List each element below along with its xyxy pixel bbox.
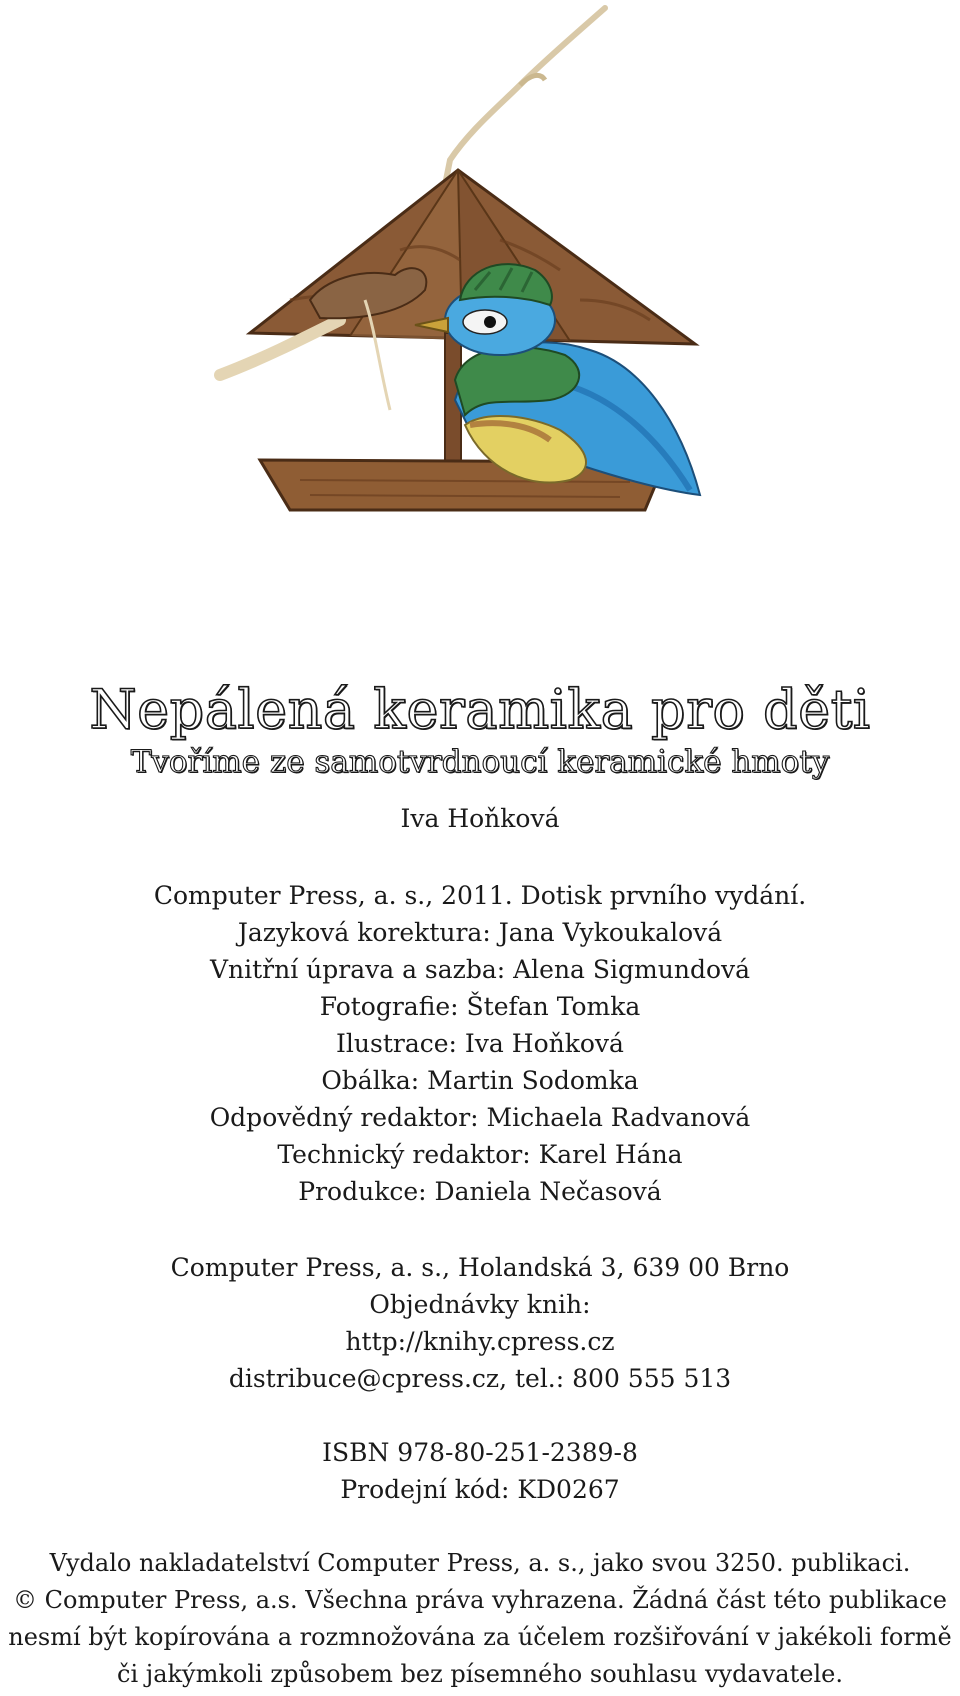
contact-block bbox=[0, 1249, 960, 1397]
credit-line: Jazyková korektura: Jana Vykoukalová bbox=[237, 918, 723, 947]
credit-line: Obálka: Martin Sodomka bbox=[321, 1066, 639, 1095]
title-block bbox=[0, 678, 960, 782]
legal-line: © Computer Press, a.s. Všechna práva vyhrazena. Žádná část této publikace bbox=[13, 1586, 947, 1614]
credit-line: Technický redaktor: Karel Hána bbox=[277, 1140, 683, 1169]
legal-line: či jakýmkoli způsobem bez písemného souhlasu vydavatele. bbox=[117, 1660, 843, 1688]
string-shape bbox=[445, 8, 605, 185]
string-knot bbox=[520, 75, 545, 85]
sales-code-line: Prodejní kód: KD0267 bbox=[340, 1475, 620, 1504]
codes-block bbox=[0, 1434, 960, 1508]
credit-line: Odpovědný redaktor: Michaela Radvanová bbox=[209, 1103, 751, 1132]
credit-line: Fotografie: Štefan Tomka bbox=[319, 992, 641, 1021]
credits-block bbox=[0, 877, 960, 1210]
book-subtitle: Tvoříme ze samotvrdnoucí keramické hmoty bbox=[130, 744, 830, 780]
orders-url: http://knihy.cpress.cz bbox=[345, 1327, 615, 1356]
credit-line: Vnitřní úprava a sazba: Alena Sigmundová bbox=[209, 955, 751, 984]
author-block bbox=[0, 800, 960, 837]
legal-block bbox=[0, 1545, 960, 1693]
orders-label: Objednávky knih: bbox=[369, 1290, 591, 1319]
isbn-line: ISBN 978-80-251-2389-8 bbox=[322, 1438, 638, 1467]
publisher-address: Computer Press, a. s., Holandská 3, 639 00 Brno bbox=[170, 1253, 790, 1282]
credit-line: Produkce: Daniela Nečasová bbox=[298, 1177, 662, 1206]
bird-feeder-illustration bbox=[200, 0, 720, 540]
book-title: Nepálená keramika pro děti bbox=[89, 678, 871, 741]
book-author: Iva Hoňková bbox=[400, 804, 560, 833]
legal-line: Vydalo nakladatelství Computer Press, a. s., jako svou 3250. publikaci. bbox=[49, 1549, 911, 1577]
credit-line: Ilustrace: Iva Hoňková bbox=[336, 1029, 624, 1058]
credit-line: Computer Press, a. s., 2011. Dotisk prvního vydání. bbox=[153, 881, 807, 910]
orders-contact: distribuce@cpress.cz, tel.: 800 555 513 bbox=[228, 1364, 732, 1393]
legal-line: nesmí být kopírována a rozmnožována za účelem rozšiřování v jakékoli formě bbox=[8, 1623, 952, 1651]
bird-eye-pupil bbox=[484, 316, 496, 328]
